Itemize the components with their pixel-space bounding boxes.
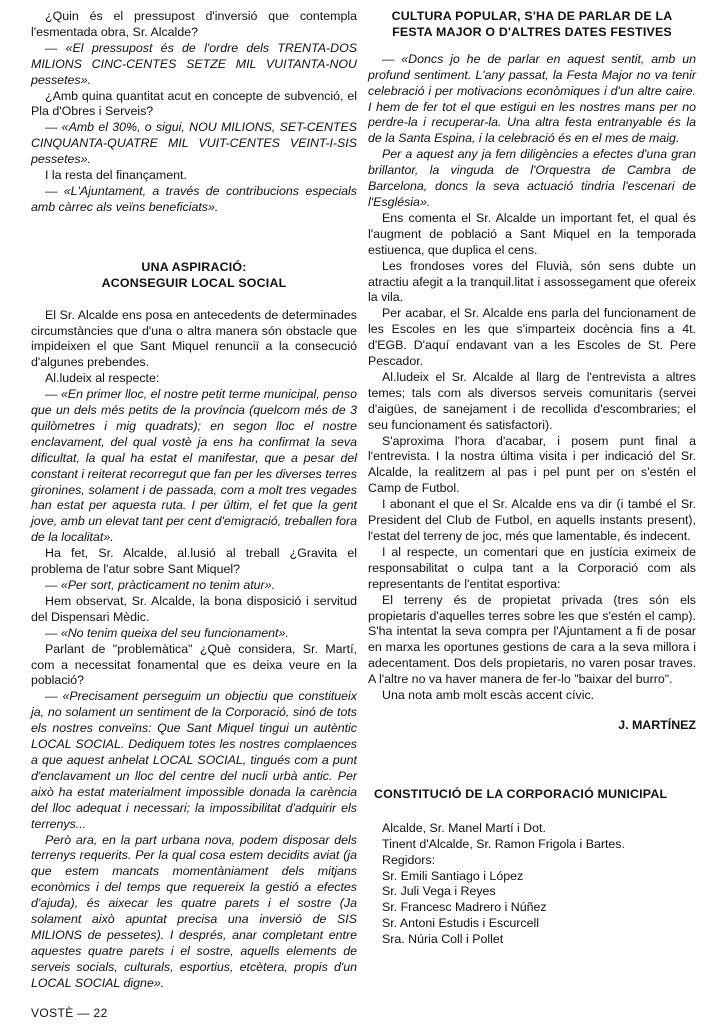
question-subsidy: ¿Amb quina quantitat acut en concepte de subvenció, el Pla d'Obres i Serveis?	[31, 88, 357, 119]
constitution-heading: CONSTITUCIÓ DE LA CORPORACIÓ MUNICIPAL	[374, 786, 668, 801]
paragraph-civic-note: Una nota amb molt escàs accent cívic.	[382, 688, 595, 703]
official-councillor: Sr. Francesc Madrero i Núñez	[382, 900, 547, 915]
section-heading-festa-major: FESTA MAJOR O D'ALTRES DATES FESTIVES	[392, 24, 672, 39]
official-councillor: Sr. Antoni Estudis i Escurcell	[382, 916, 540, 931]
left-column	[31, 9, 357, 992]
official-councillor: Sr. Juli Vega i Reyes	[382, 884, 496, 899]
officials-councillors-label: Regidors:	[382, 852, 436, 867]
officials-list	[368, 821, 696, 948]
paragraph-schools: Per acabar, el Sr. Alcalde ens parla del funcionament de les Escoles en les que s'imparteix docència fins a 4t. d'EGB. D'aquí endavant van a les Escoles de St. Pere Pescador.	[368, 306, 696, 369]
paragraph-population: Ens comenta el Sr. Alcalde un important fet, el qual és l'augment de població a Sant Miquel en la temporada estiuenca, que duplica el cens.	[368, 210, 696, 257]
paragraph-private-property: El terreny és de propietat privada (tres són els propietaris d'aquelles terres sobre les que s'estén el camp). S'ha intentat la seva compra per l'Ajuntament a fi de posar en marxa les oportunes gestions de cara a la seva millora i adecentament. Dos dels propietaris, no varen posar traves. A l'altre no va haver manera de fer-lo "baixar del burro".	[368, 592, 696, 687]
answer-financing: — «L'Ajuntament, a través de contribucions especials amb càrrec als veïns beneficiats».	[31, 183, 357, 214]
paragraph-responsibility: I al respecte, un comentari que en justícia eximeix de responsabilitat o culpa tant a la Corporació com als representants de l'entitat esportiva:	[368, 544, 696, 591]
right-column	[368, 9, 696, 948]
quote-new-urban-area: Però ara, en la part urbana nova, podem disposar dels terrenys requerits. Per la qual cosa estem decidits aviat (ja que estem mancats momentàniament dels mitjans econòmics i del temps que requereix la gestió a efectes d'ajuda), és aixecar les quatre parets i el sostre (Ja solament això apuntat precisa una inversió de SIS MILIONS de pessetes). I després, anar completant entre aquestes quatre parets i el sostre, aquells elements de serveis socials, culturals, esportius, etcètera, propis d'un LOCAL SOCIAL digne».	[31, 832, 357, 990]
paragraph-alludes: Al.ludeix al respecte:	[45, 371, 160, 386]
official-deputy-mayor: Tinent d'Alcalde, Sr. Ramon Frigola i Bartes.	[382, 836, 625, 851]
quote-festa-major: — «Doncs jo he de parlar en aquest sentit, amb un profund sentiment. L'any passat, la Festa Major no va tenir celebració i per motivacions econòmiques i d'un altre caire. I hem de fer tot el que estigui en les nostres mans per no perdre-la i recuperar-la. Una altra festa entranyable és la de la Santa Espina, i la celebració és en el mes de maig.	[368, 51, 696, 146]
section-heading-local-social: ACONSEGUIR LOCAL SOCIAL	[101, 275, 287, 290]
question-problematic: Parlant de "problemàtica" ¿Què considera, Sr. Martí, com a necessitat fonamental que es deixa veure en la població?	[31, 641, 357, 688]
question-financing: I la resta del finançament.	[45, 168, 187, 183]
quote-orchestra: Per a aquest any ja fem diligències a efectes d'una gran brillantor, la vinguda de l'Orquestra de Cambra de Barcelona, doncs la seva actuació tindria l'escenari de l'Església».	[368, 147, 696, 209]
paragraph-fluvia: Les frondoses vores del Fluvià, són sens dubte un atractiu afegit a la tranquil.litat i assossegament que ofereix la vila.	[368, 258, 696, 305]
page-footer: VOSTÈ — 22	[31, 1006, 108, 1020]
answer-unemployment: — «Per sort, pràcticament no tenim atur».	[45, 578, 276, 592]
question-unemployment: Ha fet, Sr. Alcalde, al.lusió al treball ¿Gravita el problema de l'atur sobre Sant Miquel?	[31, 546, 357, 577]
section-heading-popular-culture: CULTURA POPULAR, S'HA DE PARLAR DE LA	[391, 9, 673, 23]
quote-local-social: — «Precisament perseguim un objectiu que constitueix ja, no solament un sentiment de la Corporació, sinó de tots els nostres conveïns: Que Sant Miquel tingui un autèntic LOCAL SOCIAL. Dediquem totes les nostres complaences a que aquest anhelat LOCAL SOCIAL, tingués com a punt d'enclavament un lloc del centre del nucli urbà antic. Per això ha estat materialment impossible donada la carència del lloc adequat i necessari; la impossibilitat d'adquirir els terrenys...	[31, 689, 357, 831]
paragraph-services: Al.ludeix el Sr. Alcalde al llarg de l'entrevista a altres temes; tals com als diversos serveis comunitaris (servei d'aigües, de sanejament i de recollida d'escombraries; el seu funcionament és satisfactori).	[368, 369, 696, 432]
official-mayor: Alcalde, Sr. Manel Martí i Dot.	[382, 820, 546, 835]
answer-subsidy: — «Amb el 30%, o sigui, NOU MILIONS, SET-CENTES CINQUANTA-QUATRE MIL VUIT-CENTES VEINT-I-SIS pessetes».	[31, 120, 357, 167]
paragraph-obstacles: El Sr. Alcalde ens posa en antecedents de determinades circumstàncies que d'una o altra manera són obstacle que impideixen el que Sant Miquel renunciï a la consecució d'algunes prebendes.	[31, 307, 357, 370]
official-councillor: Sr. Emili Santiago i López	[382, 868, 524, 883]
question-budget: ¿Quin és el pressupost d'inversió que contempla l'esmentada obra, Sr. Alcalde?	[31, 9, 357, 39]
official-councillor: Sra. Núria Coll i Pollet	[382, 932, 504, 947]
paragraph-dispensary: Hem observat, Sr. Alcalde, la bona disposició i servitud del Dispensari Mèdic.	[31, 593, 357, 624]
answer-budget: — «El pressupost és de l'ordre dels TRENTA-DOS MILIONS CINC-CENTES SETZE MIL VUITANTA-NOU pessetes».	[31, 40, 357, 87]
quote-municipal-term: — «En primer lloc, el nostre petit terme municipal, penso que un dels més petits de la província (quelcom més de 3 quilòmetres i mig quadrats); en segon lloc el nostre enclavament, del qual vostè ja ens ha confirmat la seva dificultat, la qual ha estat el manifestar, que a pesar del constant i reiterat recorregut que fan per les diverses terres gironines, solament i de passada, com a molt tres vegades han estat per aquesta ruta. I per últim, el fet que la gent jove, amb un elevat tant per cent d'emigració, treballen fora de la localitat».	[31, 387, 357, 545]
author-signature: J. MARTÍNEZ	[618, 717, 696, 732]
paragraph-football-field: S'aproxima l'hora d'acabar, i posem punt final a l'entrevista. I la nostra última visita i per indicació del Sr. Alcalde, la realitzem al pas i pel punt per on s'estén el Camp de Futbol.	[368, 433, 696, 496]
paragraph-field-condition: I abonant el que el Sr. Alcalde ens va dir (i també el Sr. President del Club de Futbol, en aquells instants present), l'estat del terreny de joc, més que lamentable, és indecent.	[368, 497, 696, 543]
section-heading-aspiration: UNA ASPIRACIÓ:	[141, 259, 247, 274]
answer-dispensary: — «No tenim queixa del seu funcionament».	[45, 625, 289, 640]
